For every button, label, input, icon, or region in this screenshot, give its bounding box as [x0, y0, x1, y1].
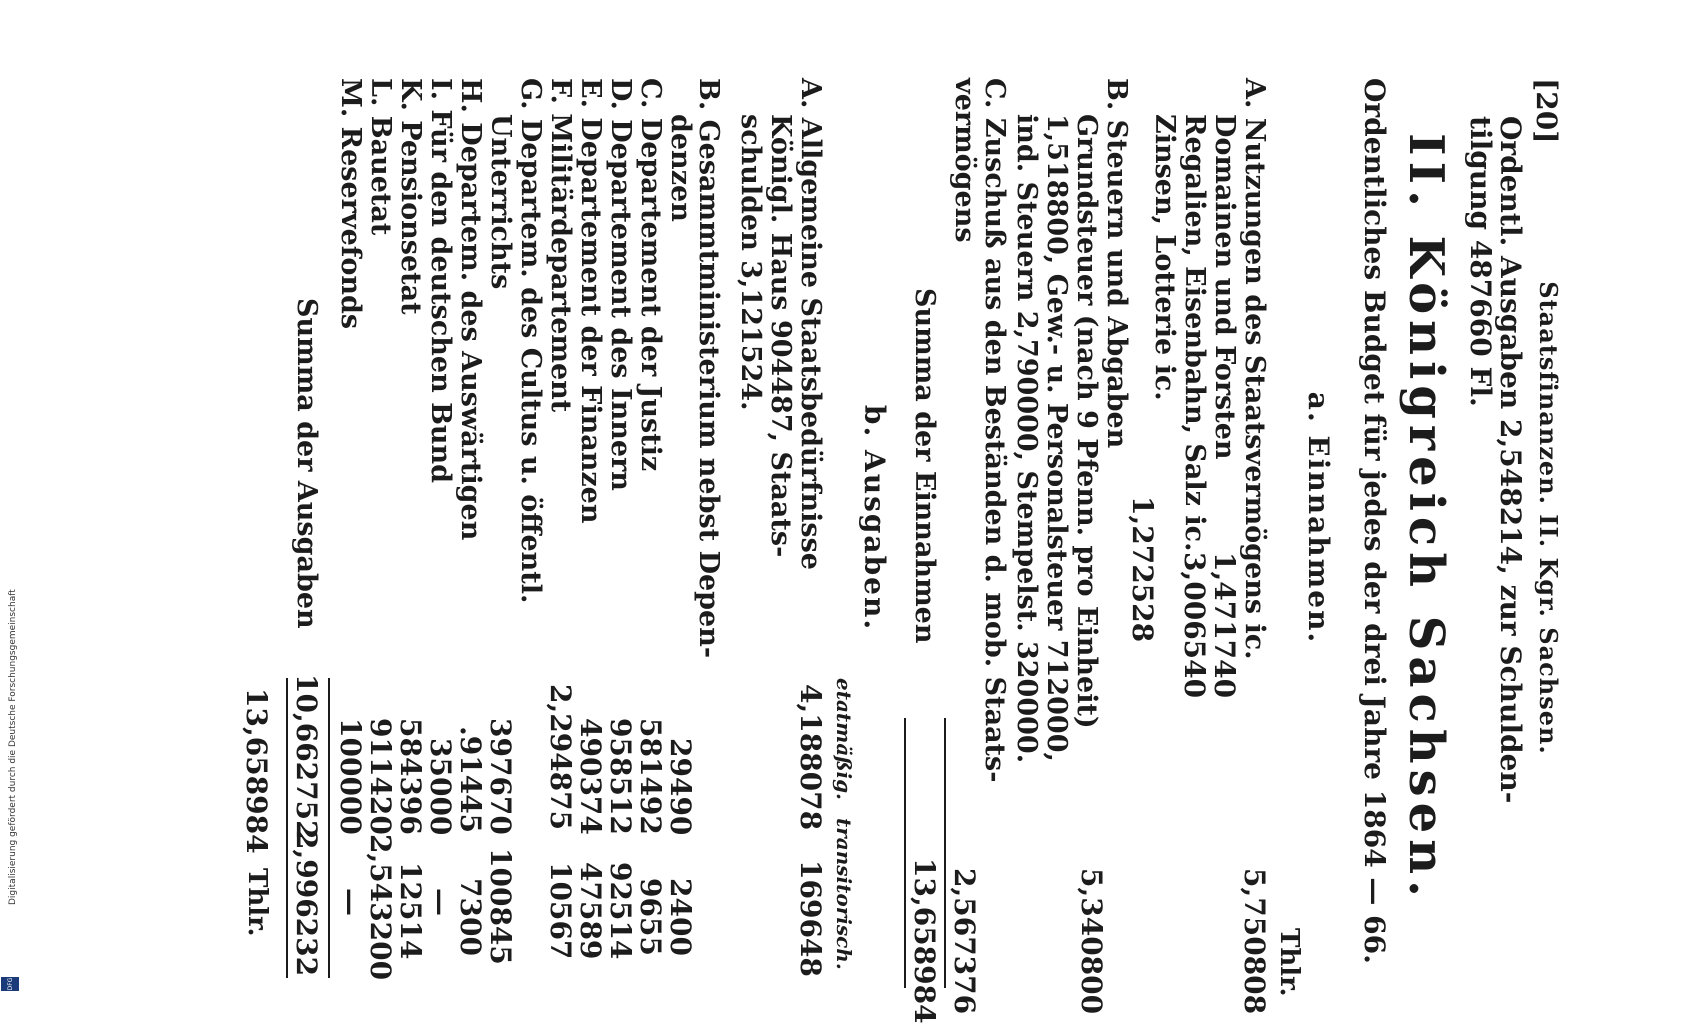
income-b-label: B. Steuern und Abgaben [1101, 78, 1132, 449]
income-sum-rule-2 [904, 718, 906, 988]
running-title: Staatsfinanzen. II. Kgr. Sachsen. [1534, 281, 1563, 755]
income-sum-rule [944, 718, 946, 988]
expense-d-regular: 958512 [604, 718, 637, 835]
expense-f-regular: 2,294875 [544, 684, 577, 831]
expense-e-regular: 490374 [574, 718, 607, 835]
dfg-logo: DFG [1, 977, 19, 991]
expense-m-regular: 100000 [334, 718, 367, 835]
expense-l-transitory: 2,543200 [364, 834, 397, 981]
income-a-sub1-value: 1,471740 [1208, 552, 1241, 699]
expense-h-regular: .91445 [454, 726, 487, 834]
income-b-sub2: 1,518800, Gew.- u. Personalsteuer 712000, [1041, 114, 1072, 762]
expense-a-transitory: 169648 [794, 860, 827, 977]
expense-c-regular: 581492 [634, 718, 667, 835]
expense-a-regular: 4,188078 [794, 684, 827, 831]
expense-sum-regular: 10,662752 [290, 674, 323, 840]
expense-b-sub: denzen [665, 114, 696, 222]
income-a-sub2-value: 3,006540 [1178, 552, 1211, 699]
income-a-sub1: Domainen und Forsten [1209, 114, 1240, 460]
expense-a-sub2: schulden 3,121524. [735, 114, 766, 411]
expense-d-transitory: 92514 [604, 862, 637, 960]
income-sum-label: Summa der Einnahmen [909, 288, 940, 644]
expense-g-label: G. Departem. des Cultus u. öffentl. [515, 78, 546, 604]
expense-e-transitory: 47589 [574, 862, 607, 960]
income-a-label: A. Nutzungen des Staatsvermögens ic. [1239, 78, 1270, 660]
income-a-sub2: Regalien, Eisenbahn, Salz ic. [1179, 114, 1210, 552]
expense-a-label: A. Allgemeine Staatsbedürfnisse [795, 78, 826, 570]
income-b-sub1: Grundsteuer (nach 9 Pfenn. pro Einheit) [1071, 114, 1102, 729]
expense-l-label: L. Bauetat [365, 78, 396, 236]
expense-b-regular: 29490 [664, 738, 697, 836]
col-regular-header: etatmäßig. [832, 678, 856, 801]
preamble-line-2: tilgung 487660 Fl. [1464, 116, 1497, 407]
expense-k-label: K. Pensionsetat [395, 78, 426, 315]
expenses-heading: b. Ausgaben. [858, 404, 891, 632]
income-c-label: C. Zuschuß aus den Beständen d. mob. Staats- [979, 78, 1010, 783]
expense-i-label: I. Für den deutschen Bund [425, 78, 456, 484]
expense-g-transitory: 100845 [484, 848, 517, 965]
income-a-sub3: Zinsen, Lotterie ic. [1149, 114, 1180, 401]
rotated-page [80, 78, 1563, 1024]
expense-m-label: M. Reservefonds [335, 78, 366, 330]
expense-b-label: B. Gesammtministerium nebst Depen- [693, 78, 724, 659]
expense-l-regular: 911420 [364, 718, 397, 835]
expense-sum-transitory: 2,996232 [290, 830, 323, 977]
expense-b-transitory: 2400 [664, 878, 697, 956]
expense-i-transitory: — [424, 888, 457, 916]
expense-k-regular: 584396 [394, 718, 427, 835]
expense-f-label: F. Militärdepartement [545, 78, 576, 413]
income-b-total: 5,340800 [1075, 868, 1108, 1015]
expense-g-sub: Unterrichts [485, 114, 516, 290]
expense-c-transitory: 9655 [634, 878, 667, 956]
expense-g-regular: 397670 [484, 718, 517, 835]
income-a-sub3-value: 1,272528 [1126, 496, 1159, 643]
grand-total: 13,658984 [240, 688, 273, 854]
income-c-total: 2,567376 [948, 868, 981, 1015]
income-heading: a. Einnahmen. [1302, 391, 1335, 645]
expense-sum-label: Summa der Ausgaben [291, 298, 322, 629]
col-transitory-header: transitorisch. [832, 818, 856, 970]
expense-c-label: C. Departement der Justiz [635, 78, 666, 472]
income-c-sub: vermögens [949, 78, 980, 243]
income-sum-value: 13,658984 [908, 858, 941, 1024]
expense-k-transitory: 12514 [394, 862, 427, 960]
preamble-line-1: Ordentl. Ausgaben 2,548214, zur Schulden- [1494, 116, 1527, 804]
expense-f-transitory: 10567 [544, 862, 577, 960]
expense-e-label: E. Departement der Finanzen [575, 78, 606, 524]
page-number: [20] [1530, 78, 1563, 144]
expense-sum-rule [328, 678, 330, 978]
expense-h-transitory: 7300 [454, 878, 487, 956]
expense-m-transitory: — [334, 888, 367, 916]
income-a-total: 5,750808 [1238, 868, 1271, 1015]
income-b-sub3: ind. Steuern 2,790000, Stempelst. 320000. [1011, 114, 1042, 764]
expense-sum-rule-2 [286, 678, 288, 978]
section-title: II. Königreich Sachsen. [1398, 133, 1454, 903]
expense-h-label: H. Departem. des Auswärtigen [455, 78, 486, 541]
section-subtitle: Ordentliches Budget für jedes der drei Jahre 1864 — 66. [1358, 78, 1391, 964]
expense-i-regular: 35000 [424, 738, 457, 836]
expense-a-sub: Königl. Haus 904487, Staats- [765, 114, 796, 558]
grand-total-unit: Thlr. [242, 868, 272, 937]
income-unit: Thlr. [1274, 928, 1304, 997]
expense-d-label: D. Departement des Innern [605, 78, 636, 491]
funding-note: Digitalisierung gefördert durch die Deutsche Forschungsgemeinschaft [8, 589, 18, 905]
